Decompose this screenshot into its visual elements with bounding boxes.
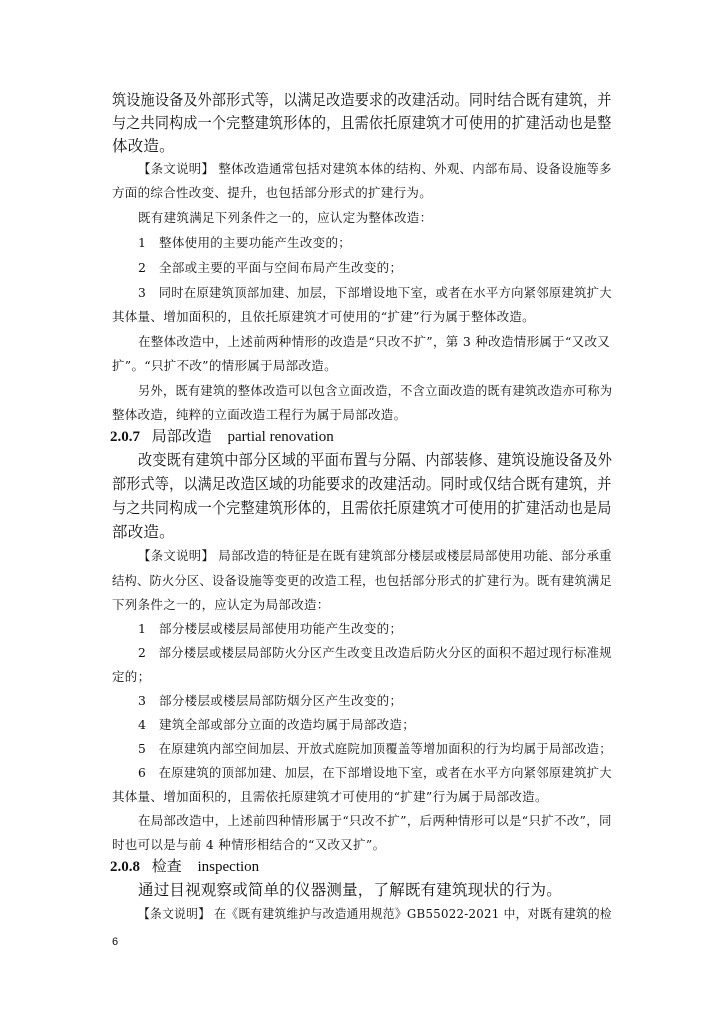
clause-note-line: 既有建筑满足下列条件之一的，应认定为整体改造： — [138, 210, 433, 225]
clause-note-line: 另外，既有建筑的整体改造可以包含立面改造，不含立面改造的既有建筑改造亦可称为 — [138, 383, 613, 398]
list-item-continuation: 定的； — [112, 669, 151, 684]
section-term: 检查 — [151, 859, 182, 875]
section-heading-2-0-8 — [110, 855, 259, 876]
clause-note-line: 下列条件之一的，应认定为局部改造： — [112, 597, 330, 612]
clause-note-line: 【条文说明】 局部改造的特征是在既有建筑部分楼层或楼层局部使用功能、部分承重 — [138, 548, 612, 563]
clause-note-line: 方面的综合性改变、提升，也包括部分形式的扩建行为。 — [112, 185, 433, 200]
list-item: 1 整体使用的主要功能产生改变的； — [138, 235, 352, 250]
clause-note-line: 在局部改造中，上述前四种情形属于“只改不扩”，后两种情形可以是“只扩不改”，同 — [138, 813, 612, 828]
clause-note-line: 时也可以是与前 4 种情形相结合的“又改又扩”。 — [112, 837, 386, 852]
list-item: 6 在原建筑的顶部加建、加层，在下部增设地下室，或者在水平方向紧邻原建筑扩大 — [138, 765, 612, 780]
body-text-line: 部形式等，以满足改造区域的功能要求的改建活动。同时或仅结合既有建筑，并 — [112, 475, 612, 493]
section-heading-2-0-7 — [110, 425, 334, 446]
list-item: 5 在原建筑内部空间加层、开放式庭院加顶覆盖等增加面积的行为均属于局部改造； — [138, 741, 612, 756]
clause-note-line: 整体改造，纯粹的立面改造工程行为属于局部改造。 — [112, 407, 407, 422]
section-number: 2.0.8 — [110, 859, 140, 875]
section-term-english: inspection — [197, 859, 260, 875]
section-number: 2.0.7 — [110, 429, 140, 445]
list-item-continuation: 其体量、增加面积的，且需依托原建筑才可使用的“扩建”行为属于局部改造。 — [112, 789, 548, 804]
section-term: 局部改造 — [151, 429, 212, 445]
list-item: 2 全部或主要的平面与空间布局产生改变的； — [138, 260, 403, 275]
clause-note-line: 在整体改造中，上述前两种情形的改造是“只改不扩”，第 3 种改造情形属于“又改又 — [138, 334, 611, 349]
list-item: 3 同时在原建筑顶部加建、加层，下部增设地下室，或者在水平方向紧邻原建筑扩大 — [138, 285, 612, 300]
body-text-line: 筑设施设备及外部形式等，以满足改造要求的改建活动。同时结合既有建筑，并 — [112, 91, 612, 109]
section-term-english: partial renovation — [227, 429, 334, 445]
clause-note-line: 扩”。“只扩不改”的情形属于局部改造。 — [112, 358, 337, 373]
body-text-line: 与之共同构成一个完整建筑形体的，且需依托原建筑才可使用的扩建活动也是局 — [112, 499, 612, 517]
body-text-line: 改变既有建筑中部分区域的平面布置与分隔、内部装修、建筑设施设备及外 — [138, 451, 613, 469]
list-item-continuation: 其体量、增加面积的，且依托原建筑才可使用的“扩建”行为属于整体改造。 — [112, 309, 535, 324]
list-item: 4 建筑全部或部分立面的改造均属于局部改造； — [138, 717, 416, 732]
body-text-line: 体改造。 — [112, 137, 175, 155]
list-item: 1 部分楼层或楼层局部使用功能产生改变的； — [138, 621, 403, 636]
page-number: 6 — [112, 936, 119, 948]
clause-note-line: 【条文说明】 在《既有建筑维护与改造通用规范》GB55022-2021 中，对既有建筑的检 — [138, 906, 612, 921]
list-item: 2 部分楼层或楼层局部防火分区产生改变且改造后防火分区的面积不超过现行标准规 — [138, 645, 612, 660]
list-item: 3 部分楼层或楼层局部防烟分区产生改变的； — [138, 693, 403, 708]
body-text-line: 部改造。 — [112, 523, 175, 541]
clause-note-line: 【条文说明】 整体改造通常包括对建筑本体的结构、外观、内部布局、设备设施等多 — [138, 161, 612, 176]
body-text-line: 与之共同构成一个完整建筑形体的，且需依托原建筑才可使用的扩建活动也是整 — [112, 114, 612, 132]
clause-note-line: 结构、防火分区、设备设施等变更的改造工程，也包括部分形式的扩建行为。既有建筑满足 — [112, 573, 613, 588]
body-text-line: 通过目视观察或简单的仪器测量，了解既有建筑现状的行为。 — [138, 881, 562, 899]
